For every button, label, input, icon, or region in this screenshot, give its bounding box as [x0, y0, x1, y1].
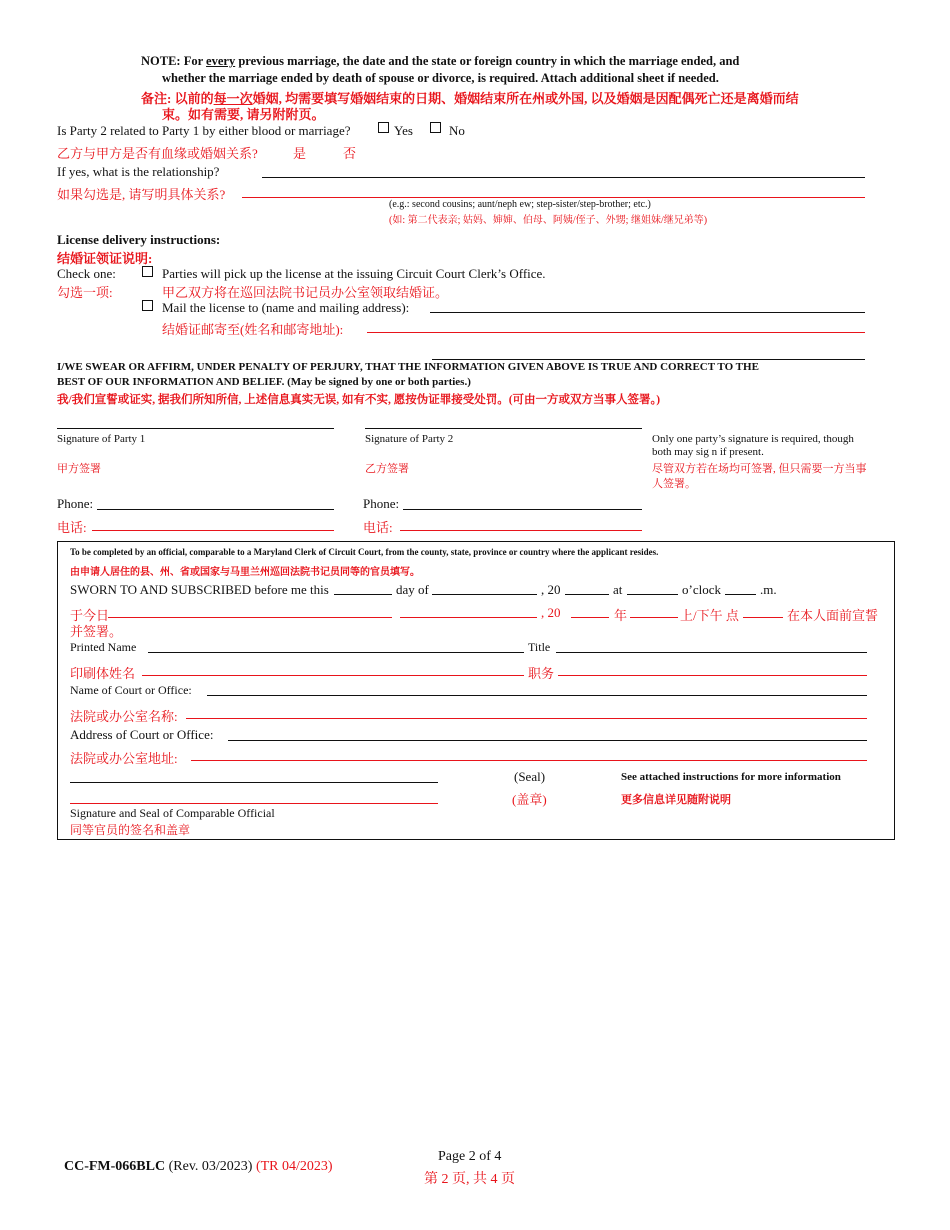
signature-party2-label: Signature of Party 2 [365, 433, 454, 445]
note-zh-line2: 束。如有需要, 请另附附页。 [162, 107, 325, 122]
title-zh-line [558, 675, 867, 676]
mail-address-input-zh-line [367, 332, 865, 333]
before-me-zh-line2: 并签署。 [70, 624, 123, 639]
signature-note-en-line2: both may sig n if present. [652, 446, 764, 458]
pickup-label-en: Parties will pick up the license at the issuing Circuit Court Clerk’s Office. [162, 266, 546, 281]
related-yes-zh: 是 [293, 146, 307, 161]
mail-address-input[interactable] [430, 312, 865, 313]
check-one-en: Check one: [57, 266, 116, 281]
signature-party1-input[interactable] [57, 428, 334, 429]
printed-name-label-zh: 印刷体姓名 [70, 666, 136, 681]
official-signature-zh-line [70, 803, 438, 804]
signature-party1-label: Signature of Party 1 [57, 433, 146, 445]
sworn-ampm-zh-line [743, 617, 783, 618]
related-no-zh: 否 [343, 146, 357, 161]
signature-party2-label-zh: 乙方签署 [365, 463, 409, 475]
phone-party2-label: Phone: [363, 496, 400, 511]
check-one-zh: 勾选一项: [57, 285, 113, 300]
sworn-label-zh: 于今日 [70, 608, 110, 623]
relationship-label-en: If yes, what is the relationship? [57, 164, 220, 179]
official-header-zh: 由申请人居住的县、州、省或国家与马里兰州巡回法院书记员同等的官员填写。 [70, 567, 420, 578]
printed-name-label: Printed Name [70, 640, 137, 654]
oath-zh: 我/我们宣誓或证实, 据我们所知所信, 上述信息真实无误, 如有不实, 愿按伪证罪接受处罚。(可由一方或双方当事人签署。) [57, 394, 661, 406]
phone-party1-label-zh: 电话: [57, 520, 87, 535]
relationship-input[interactable] [262, 177, 865, 178]
official-header-en: To be completed by an official, comparable to a Maryland Clerk of Circuit Court, from the county, state, province or country where the applicant resides. [70, 547, 659, 557]
title-input[interactable] [556, 652, 867, 653]
oclock-label: o’clock [682, 582, 721, 597]
pickup-label-zh: 甲乙双方将在巡回法院书记员办公室领取结婚证。 [162, 285, 449, 300]
footer-page-zh: 第 2 页, 共 4 页 [424, 1172, 515, 1187]
title-label: Title [528, 640, 551, 654]
printed-name-input[interactable] [148, 652, 524, 653]
comma20-zh: , 20 [541, 605, 561, 620]
signature-note-en-line1: Only one party’s signature is required, though [652, 433, 854, 445]
phone-party1-label: Phone: [57, 496, 94, 511]
court-address-input[interactable] [228, 740, 867, 741]
related-no-label: No [449, 123, 465, 138]
mail-label-en: Mail the license to (name and mailing address): [162, 300, 410, 315]
sworn-ampm-input[interactable] [725, 594, 756, 595]
court-address-zh-line [191, 760, 867, 761]
sworn-hour-input[interactable] [627, 594, 678, 595]
title-label-zh: 职务 [528, 666, 555, 681]
delivery-title-en: License delivery instructions: [57, 232, 221, 247]
official-signature-label: Signature and Seal of Comparable Official [70, 806, 275, 820]
court-name-zh-line [186, 718, 867, 719]
phone-party1-input[interactable] [97, 509, 334, 510]
official-signature-label-zh: 同等官员的签名和盖章 [70, 823, 191, 837]
sworn-day-zh-line [108, 617, 392, 618]
sworn-year-input[interactable] [565, 594, 609, 595]
sworn-month-input[interactable] [432, 594, 537, 595]
seal-label: (Seal) [514, 769, 546, 784]
delivery-title-zh: 结婚证领证说明: [57, 251, 153, 266]
comma20-label: , 20 [541, 582, 561, 597]
note-en-line1: NOTE: For every previous marriage, the date and the state or foreign country in which the marriage ended, and [141, 54, 740, 68]
oath-en-line2: BEST OF OUR INFORMATION AND BELIEF. (May be signed by one or both parties.) [57, 376, 471, 388]
day-of-label: day of [396, 582, 429, 597]
printed-name-zh-line [142, 675, 524, 676]
oath-en-line1: I/WE SWEAR OR AFFIRM, UNDER PENALTY OF PERJURY, THAT THE INFORMATION GIVEN ABOVE IS TRUE AND CORRECT TO THE [57, 361, 759, 373]
sworn-label-en: SWORN TO AND SUBSCRIBED before me this [70, 582, 329, 597]
seal-label-zh: (盖章) [512, 792, 547, 807]
phone-party2-zh-line [400, 530, 642, 531]
footer-form-id: CC-FM-066BLC (Rev. 03/2023) (TR 04/2023) [64, 1159, 333, 1174]
court-name-label-zh: 法院或办公室名称: [70, 709, 178, 724]
official-signature-input[interactable] [70, 782, 438, 783]
related-question-en: Is Party 2 related to Party 1 by either blood or marriage? [57, 123, 351, 138]
see-attached-en: See attached instructions for more information [621, 771, 841, 783]
note-zh-line1: 备注: 以前的每一次婚姻, 均需要填写婚姻结束的日期、婚姻结束所在州或外国, 以及婚姻是因配偶死亡还是离婚而结 [141, 91, 799, 106]
signature-party2-input[interactable] [365, 428, 642, 429]
signature-party1-label-zh: 甲方签署 [57, 463, 101, 475]
court-name-label: Name of Court or Office: [70, 683, 192, 697]
related-no-checkbox[interactable] [430, 122, 441, 133]
relationship-examples-en: (e.g.: second cousins; aunt/neph ew; step-sister/step-brother; etc.) [389, 199, 651, 210]
note-en-line2: whether the marriage ended by death of spouse or divorce, is required. Attach additional sheet if needed. [162, 71, 719, 85]
court-name-input[interactable] [207, 695, 867, 696]
mail-address-input-2[interactable] [432, 359, 865, 360]
related-question-zh: 乙方与甲方是否有血缘或婚姻关系? [57, 146, 258, 161]
related-yes-checkbox[interactable] [378, 122, 389, 133]
see-attached-zh: 更多信息详见随附说明 [621, 794, 731, 806]
sworn-day-input[interactable] [334, 594, 392, 595]
at-label: at [613, 582, 623, 597]
related-yes-label: Yes [394, 123, 413, 138]
court-address-label: Address of Court or Office: [70, 727, 214, 742]
sworn-month-zh-line [400, 617, 537, 618]
m-label: .m. [760, 582, 777, 597]
sworn-year-zh-line [571, 617, 609, 618]
court-address-label-zh: 法院或办公室地址: [70, 751, 178, 766]
footer-page-en: Page 2 of 4 [438, 1149, 502, 1164]
sworn-hour-zh-line [630, 617, 678, 618]
mail-label-zh: 结婚证邮寄至(姓名和邮寄地址): [162, 322, 344, 337]
signature-note-zh-line1: 尽管双方若在场均可签署, 但只需要一方当事 [652, 463, 867, 475]
pickup-checkbox[interactable] [142, 266, 153, 277]
mail-checkbox[interactable] [142, 300, 153, 311]
phone-party2-input[interactable] [403, 509, 642, 510]
phone-party2-label-zh: 电话: [363, 520, 393, 535]
ampm-zh: 上/下午 点 [680, 608, 739, 623]
phone-party1-zh-line [92, 530, 334, 531]
signature-note-zh-line2: 人签署。 [652, 478, 696, 490]
year-zh: 年 [614, 608, 628, 623]
before-me-zh-line1: 在本人面前宣誓 [787, 608, 879, 623]
relationship-label-zh: 如果勾选是, 请写明具体关系? [57, 187, 226, 202]
relationship-examples-zh: (如: 第二代表亲; 姑妈、婶婶、伯母、阿姨/侄子、外甥; 继姐妹/继兄弟等) [389, 215, 708, 226]
relationship-input-zh-line [242, 197, 865, 198]
